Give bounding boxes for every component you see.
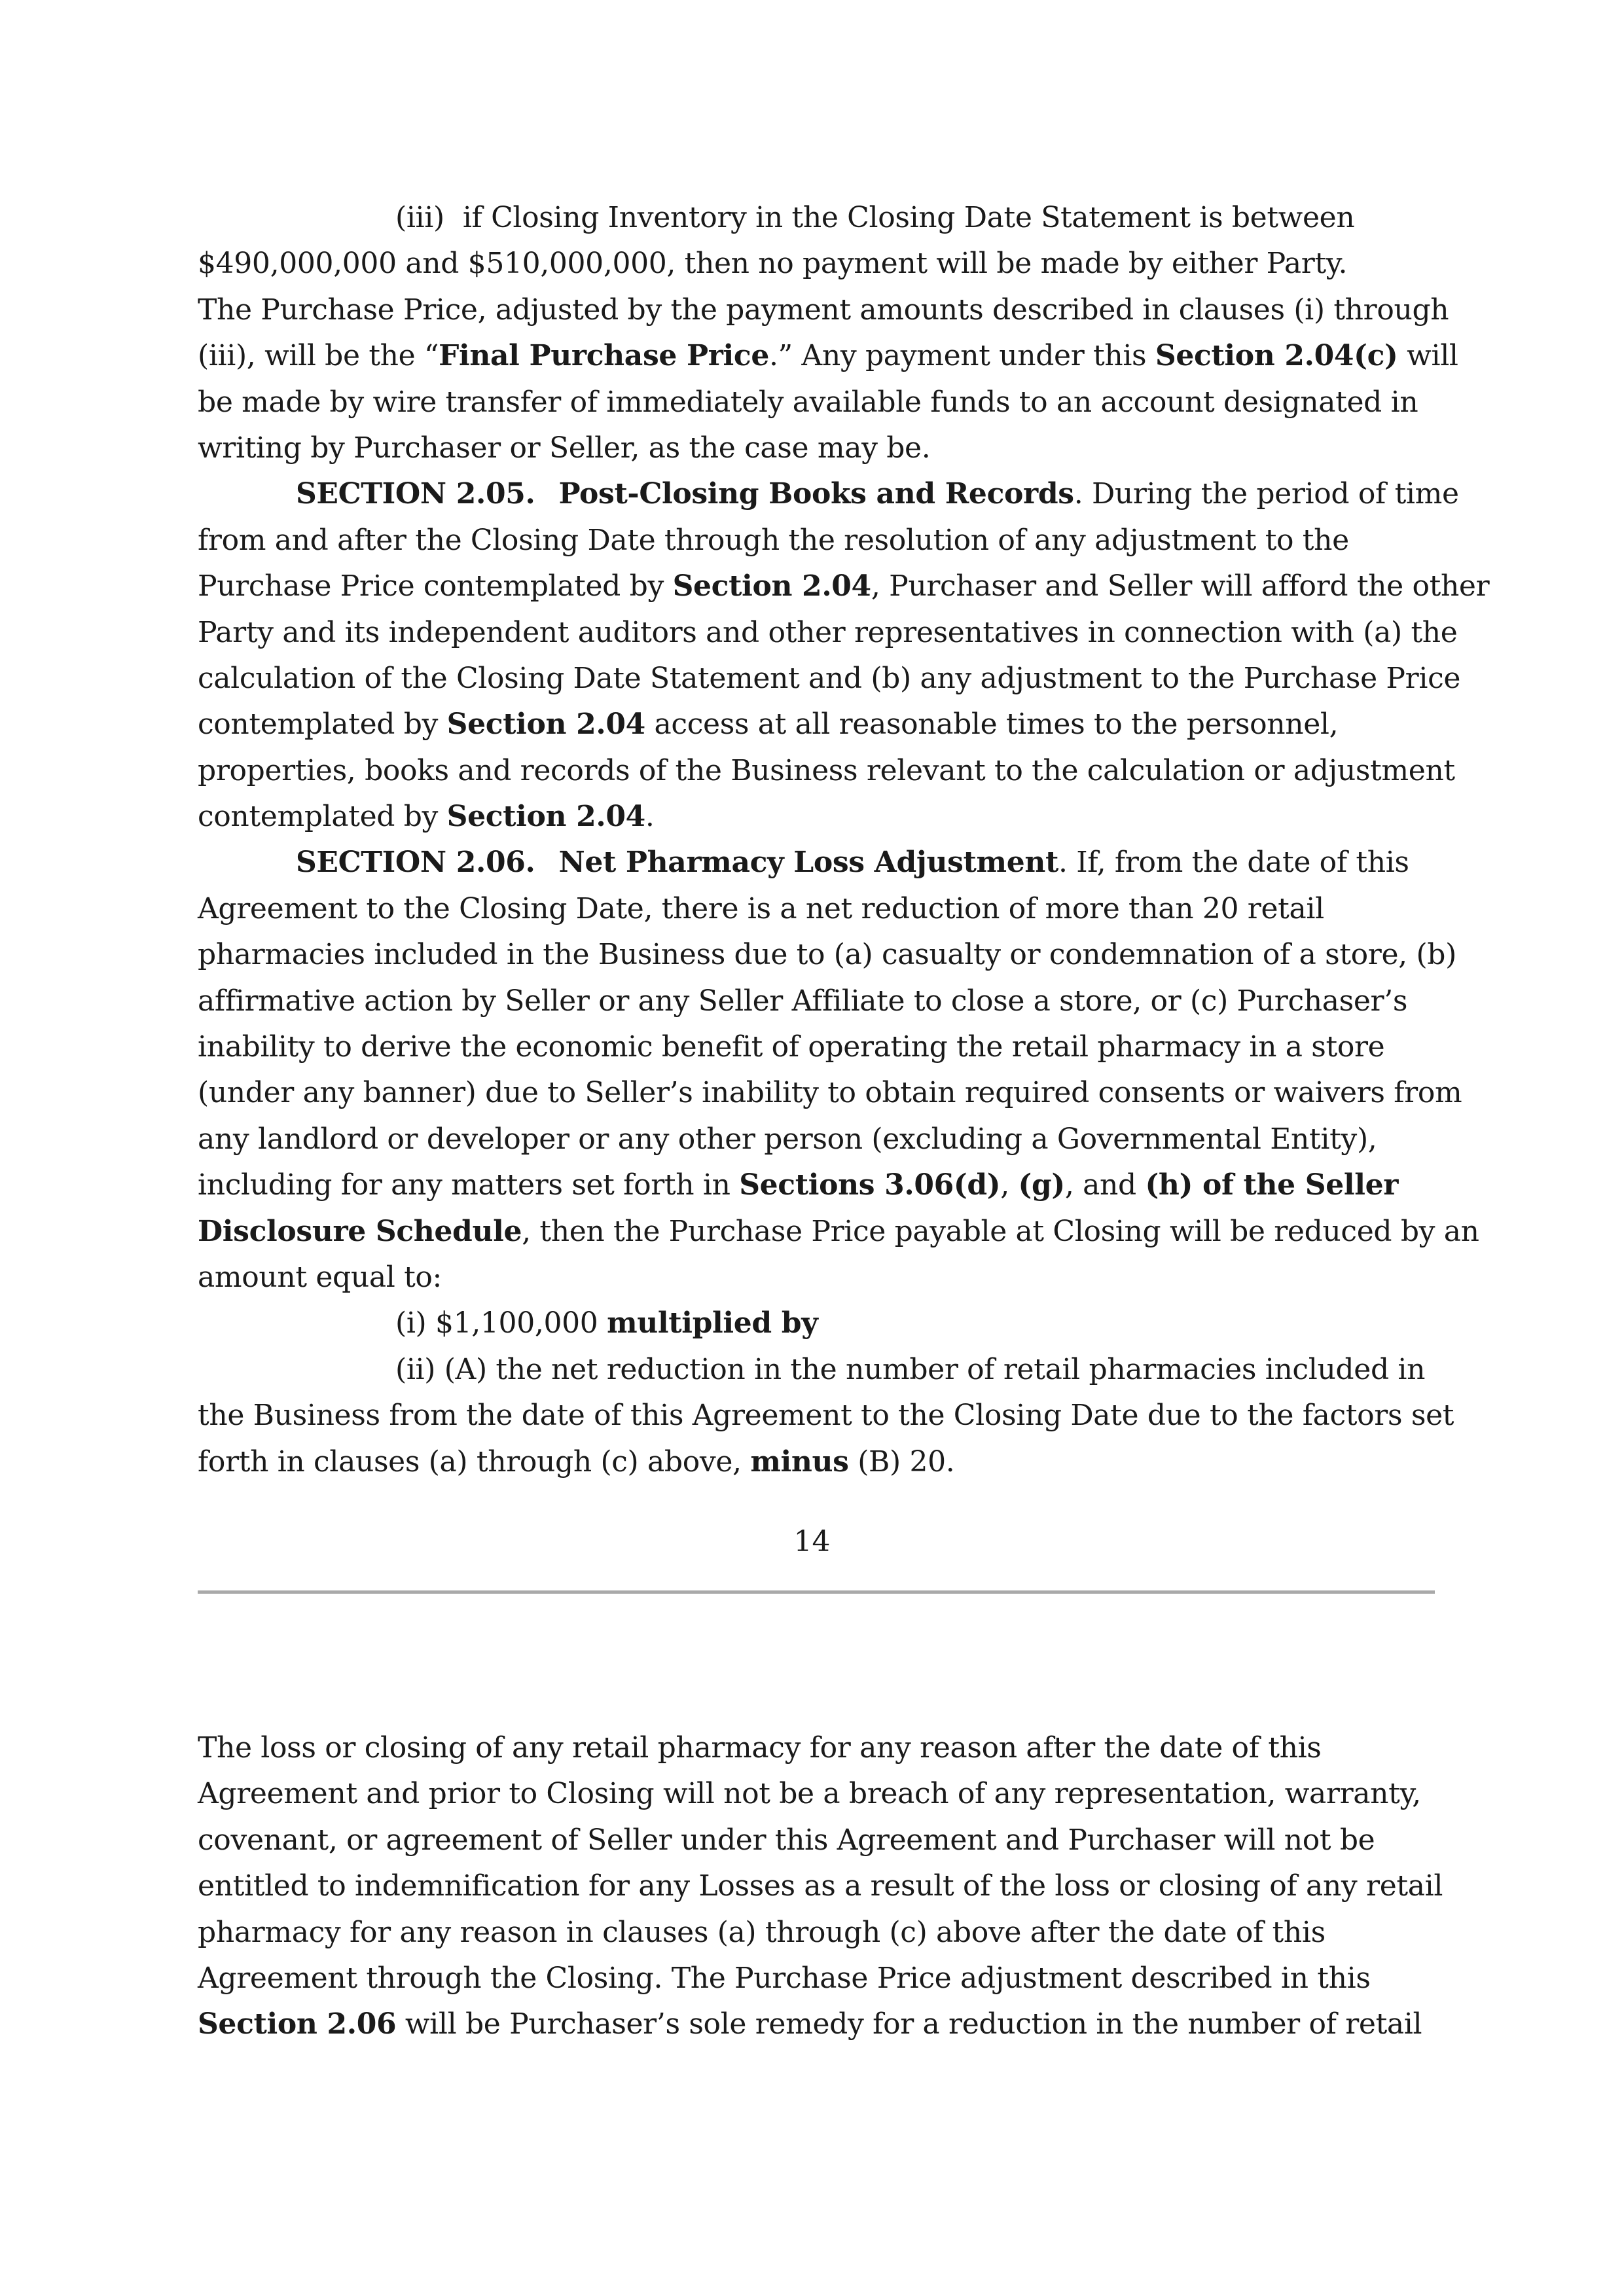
text-run: affirmative action by Seller or any Seller Affiliate to close a store, or (c) Purchaser’s [198,984,1408,1018]
text-line [198,1070,1462,1116]
text-line [198,1347,1435,1393]
bold-text: Post-Closing Books and Records [558,477,1074,511]
bold-text: Section 2.04 [446,708,645,742]
text-run: if Closing Inventory in the Closing Date Statement is between [462,201,1355,234]
text-run: inability to derive the economic benefit of operating the retail pharmacy in a store [198,1030,1385,1064]
bold-text: multiplied by [607,1306,818,1340]
bold-text: Section 2.04 [446,800,645,834]
text-line [198,425,1435,471]
text-line [198,287,1449,333]
text-run: , Purchaser and Seller will afford the other [871,569,1490,603]
text-run: properties, books and records of the Business relevant to the calculation or adjustment [198,753,1455,787]
text-run: pharmacy for any reason in clauses (a) through (c) above after the date of this [198,1915,1326,1949]
bold-text: SECTION 2.05. [296,477,535,511]
text-line [198,886,1435,932]
text-run: . [645,800,655,834]
text-line [198,1117,1435,1162]
text-run: contemplated by [198,708,447,742]
page-divider [198,1590,1435,1594]
text-run: $490,000,000 and $510,000,000, then no payment will be made by either Party. [198,247,1348,281]
text-line [198,1818,1435,1863]
text-line [198,748,1455,794]
text-run: . If, from the date of this [1058,846,1409,880]
text-run: Party and its independent auditors and other representatives in connection with (a) the [198,615,1458,649]
text-run: amount equal to: [198,1260,442,1294]
text-line [198,1910,1435,1956]
text-run: , and [1064,1168,1146,1202]
text-run: the Business from the date of this Agreement to the Closing Date due to the factors set [198,1399,1454,1433]
text-run: The loss or closing of any retail pharmacy for any reason after the date of this [198,1731,1322,1765]
text-run: (under any banner) due to Seller’s inability to obtain required consents or waivers from [198,1076,1462,1110]
text-line [198,380,1435,425]
text-run: contemplated by [198,800,447,834]
text-run: (iii), will be the “ [198,339,439,373]
text-run: from and after the Closing Date through the resolution of any adjustment to the [198,523,1349,557]
text-run: entitled to indemnification for any Losses as a result of the loss or closing of any retail [198,1869,1443,1903]
text-run: covenant, or agreement of Seller under this Agreement and Purchaser will not be [198,1823,1375,1857]
text-line [198,932,1456,978]
text-run: any landlord or developer or any other person (excluding a Governmental Entity), [198,1122,1377,1156]
text-run: , [1000,1168,1019,1202]
text-line [198,656,1461,702]
text-run: The Purchase Price, adjusted by the payment amounts described in clauses (i) through [198,293,1449,327]
text-line [198,2001,1435,2047]
text-line [198,794,1435,840]
text-run: . During the period of time [1074,477,1459,511]
bold-text: Sections 3.06(d) [739,1168,1001,1202]
text-line [198,1863,1443,1909]
bold-text: minus [750,1444,849,1479]
page-number: 14 [793,1525,831,1558]
text-run: pharmacies included in the Business due to (a) casualty or condemnation of a store, (b) [198,938,1456,972]
text-run: including for any matters set forth in [198,1168,740,1202]
text-line [198,1439,1435,1485]
text-run: (ii) (A) the net reduction in the number of retail pharmacies included in [395,1352,1426,1386]
bold-text: Section 2.04(c) [1155,339,1398,373]
text-line [198,195,1435,241]
text-run: , then the Purchase Price payable at Closing will be reduced by an [522,1214,1479,1248]
bold-text: Section 2.04 [672,569,871,603]
bold-text: Final Purchase Price [439,339,770,373]
text-line [198,840,1435,886]
bold-text: SECTION 2.06. [296,846,535,880]
text-line [198,333,1458,379]
text-line [198,1255,1435,1300]
bold-text: Disclosure Schedule [198,1214,522,1248]
bold-text: (h) of the Seller [1145,1168,1399,1202]
text-line [198,1725,1435,1771]
text-line [198,702,1435,747]
text-run: access at all reasonable times to the personnel, [645,708,1339,742]
page-15-body [198,1725,1443,2048]
bold-text: Section 2.06 [198,2007,397,2041]
bold-text: (g) [1018,1168,1065,1202]
text-line [198,518,1435,564]
text-run: Purchase Price contemplated by [198,569,673,603]
text-run: will be Purchaser’s sole remedy for a reduction in the number of retail [396,2007,1422,2041]
text-line [198,610,1458,656]
text-line [198,1024,1435,1070]
text-run: (B) 20. [848,1444,955,1479]
text-line [198,1771,1435,1817]
text-run: forth in clauses (a) through (c) above, [198,1444,751,1479]
text-run: writing by Purchaser or Seller, as the case may be. [198,431,931,465]
text-line [198,564,1490,609]
text-run: (iii) [395,201,444,234]
text-run: be made by wire transfer of immediately available funds to an account designated in [198,385,1418,419]
text-run: Agreement through the Closing. The Purchase Price adjustment described in this [198,1961,1371,1995]
text-run: (i) $1,100,000 [395,1306,607,1340]
text-line [198,1209,1479,1255]
text-run: .” Any payment under this [769,339,1155,373]
text-line [198,978,1435,1024]
text-run: Agreement and prior to Closing will not be a breach of any representation, warranty, [198,1777,1421,1811]
text-line [198,471,1459,517]
text-line [198,1956,1435,2001]
page-14-body [198,195,1490,1485]
text-line [198,1300,1435,1346]
text-line [198,1393,1454,1439]
text-line [198,241,1435,287]
text-line [198,1162,1435,1208]
text-run: will [1398,339,1458,373]
text-run: calculation of the Closing Date Statement and (b) any adjustment to the Purchase Price [198,661,1461,695]
bold-text: Net Pharmacy Loss Adjustment [558,846,1058,880]
text-run: Agreement to the Closing Date, there is a net reduction of more than 20 retail [198,891,1324,925]
